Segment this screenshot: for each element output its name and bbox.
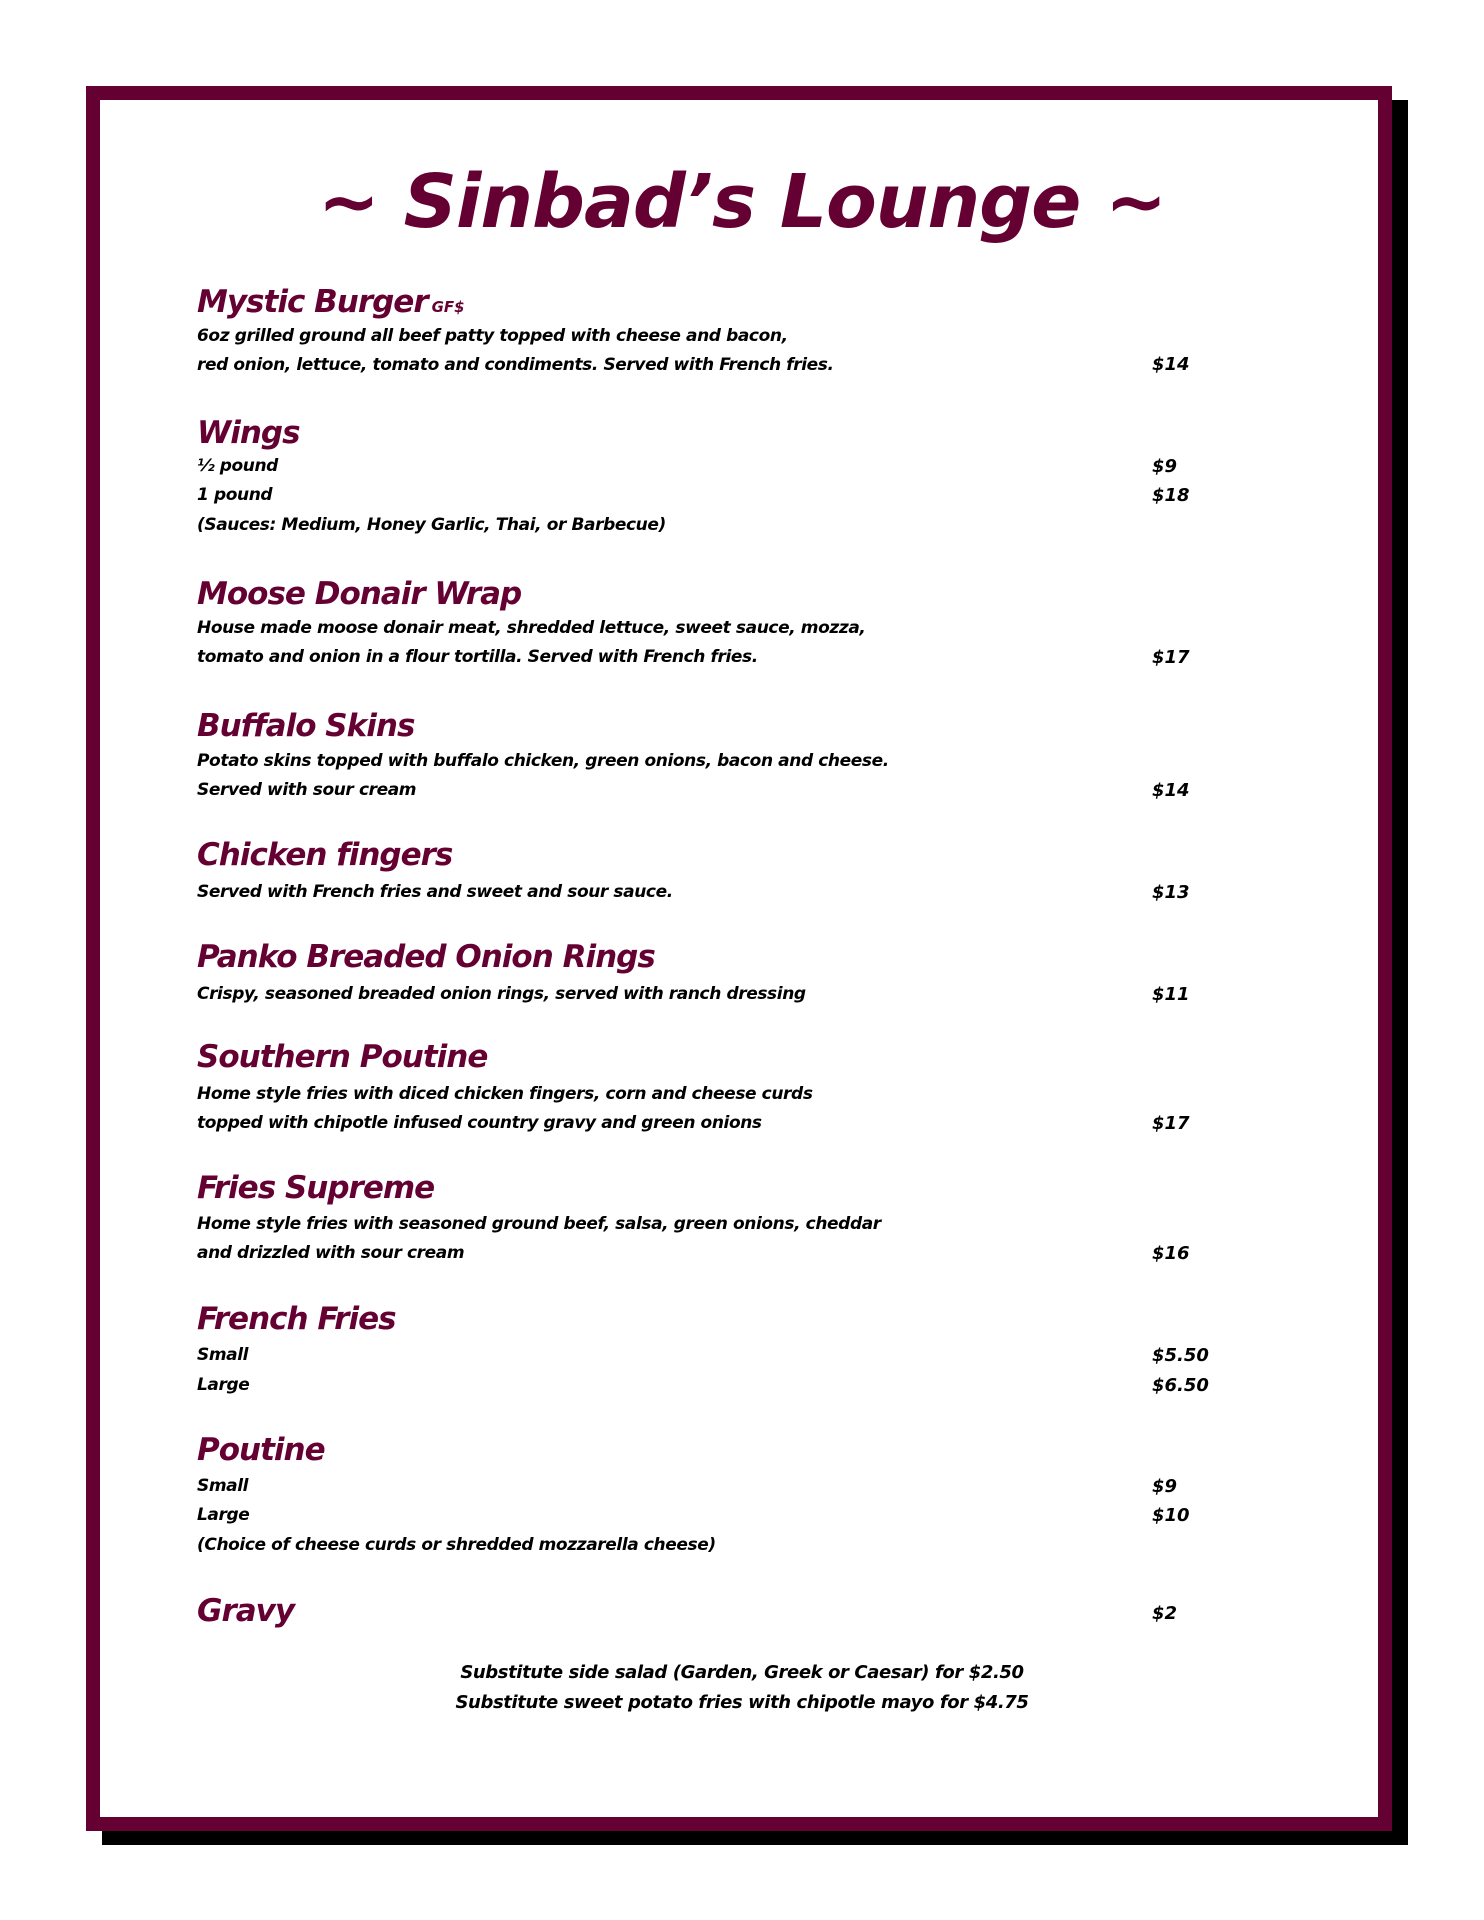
menu-option-label: Large: [197, 1375, 250, 1395]
menu-item-name: Mystic Burger GF$: [197, 284, 465, 320]
menu-item-name: French Fries: [197, 1301, 396, 1337]
menu-item-desc: Served with sour cream: [197, 780, 417, 800]
menu-item-price: $11: [1152, 984, 1190, 1005]
footer-note: Substitute sweet potato fries with chipotle mayo for $4.75: [455, 1692, 1029, 1713]
menu-item-desc: Crispy, seasoned breaded onion rings, served with ranch dressing: [197, 984, 806, 1004]
menu-item-name: Chicken fingers: [197, 837, 453, 873]
menu-item-name: Wings: [197, 415, 300, 451]
menu-item-price: $16: [1152, 1243, 1190, 1264]
menu-item-name: Gravy: [197, 1593, 295, 1629]
menu-option-price: $6.50: [1152, 1375, 1209, 1396]
menu-item-desc: 6oz grilled ground all beef patty topped with cheese and bacon,: [197, 326, 788, 346]
menu-item-desc: tomato and onion in a flour tortilla. Served with French fries.: [197, 647, 758, 667]
menu-item-price: $17: [1152, 1113, 1190, 1134]
menu-item-note: (Sauces: Medium, Honey Garlic, Thai, or Barbecue): [197, 515, 666, 535]
menu-item-price: $13: [1152, 882, 1190, 903]
menu-title: ~ Sinbad’s Lounge ~: [317, 159, 1167, 245]
menu-item-desc: House made moose donair meat, shredded lettuce, sweet sauce, mozza,: [197, 618, 866, 638]
menu-option-label: Small: [197, 1476, 249, 1496]
menu-item-desc: Potato skins topped with buffalo chicken, green onions, bacon and cheese.: [197, 751, 889, 771]
menu-item-desc: Home style fries with diced chicken fingers, corn and cheese curds: [197, 1084, 813, 1104]
menu-item-price: $14: [1152, 780, 1190, 801]
menu-item-desc: Home style fries with seasoned ground beef, salsa, green onions, cheddar: [197, 1214, 881, 1234]
menu-option-label: Large: [197, 1505, 250, 1525]
menu-item-price: $2: [1152, 1603, 1178, 1624]
menu-item-note: (Choice of cheese curds or shredded mozzarella cheese): [197, 1535, 716, 1555]
menu-option-price: $10: [1152, 1505, 1190, 1526]
menu-option-price: $9: [1152, 456, 1178, 477]
menu-item-name: Moose Donair Wrap: [197, 576, 522, 612]
menu-item-price: $17: [1152, 647, 1190, 668]
menu-item-name: Poutine: [197, 1432, 325, 1468]
gf-tag: GF$: [431, 298, 465, 316]
menu-option-price: $9: [1152, 1476, 1178, 1497]
menu-item-desc: red onion, lettuce, tomato and condiments. Served with French fries.: [197, 355, 834, 375]
menu-option-price: $18: [1152, 485, 1190, 506]
menu-option-label: ½ pound: [197, 456, 278, 476]
menu-item-name: Panko Breaded Onion Rings: [197, 939, 655, 975]
menu-option-label: 1 pound: [197, 485, 273, 505]
footer-note: Substitute side salad (Garden, Greek or Caesar) for $2.50: [460, 1662, 1024, 1683]
menu-item-name: Southern Poutine: [197, 1039, 488, 1075]
menu-item-desc: and drizzled with sour cream: [197, 1243, 465, 1263]
menu-option-price: $5.50: [1152, 1345, 1209, 1366]
menu-item-price: $14: [1152, 354, 1190, 375]
menu-item-name: Fries Supreme: [197, 1170, 435, 1206]
menu-item-desc: Served with French fries and sweet and sour sauce.: [197, 882, 673, 902]
menu-option-label: Small: [197, 1345, 249, 1365]
menu-item-desc: topped with chipotle infused country gravy and green onions: [197, 1113, 762, 1133]
menu-item-name: Buffalo Skins: [197, 708, 415, 744]
